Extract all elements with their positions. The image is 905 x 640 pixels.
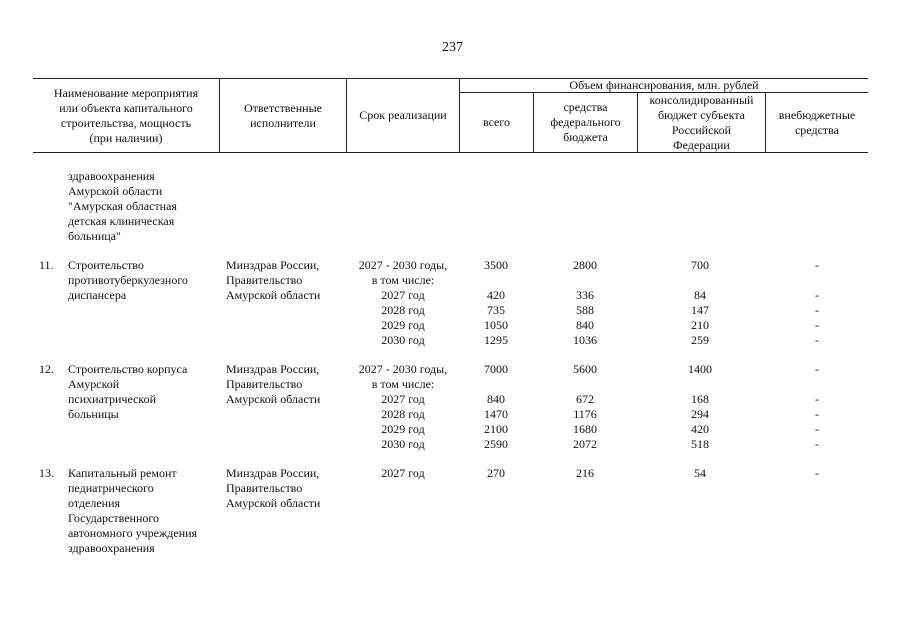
page-number: 237 [442,40,463,55]
header-total: всего [482,115,511,129]
header-period: Срок реализации [359,108,447,122]
row-13-name: Капитальный ремонт педиатрического отделения Государственного автономного учреждения здравоохранения [68,466,198,555]
row-12-total: 7000 840 1470 2100 2590 [484,362,508,451]
row-11-total: 3500 420 735 1050 1295 [484,258,508,347]
header-regional: консолидированный бюджет субъекта Российской Федерации [649,92,754,152]
header-responsible: Ответственные исполнители [244,100,322,130]
row-12-extra: - - - - - [815,362,819,451]
row-13-total: 270 [487,466,505,480]
row-11-period: 2027 - 2030 годы, в том числе: 2027 год 2028 год 2029 год 2030 год [358,258,448,347]
row-11-name: Строительство противотуберкулезного диспансера [68,258,188,302]
row-12-regional: 1400 168 294 420 518 [688,362,712,451]
header-federal: средства федерального бюджета [550,100,621,144]
row-13-extra: - [815,466,819,480]
row-13-regional: 54 [694,466,706,480]
row-12-period: 2027 - 2030 годы, в том числе: 2027 год 2028 год 2029 год 2030 год [358,362,448,451]
row-12-responsible: Минздрав России, Правительство Амурской области [226,362,321,406]
row-13-responsible: Минздрав России, Правительство Амурской области [226,466,321,510]
row-13-federal: 216 [576,466,594,480]
row-11-num: 11. [39,258,54,272]
row-13-period: 2027 год [381,466,425,480]
header-extra: внебюджетные средства [778,107,856,137]
row-13-num: 13. [39,466,54,480]
row-11-responsible: Минздрав России, Правительство Амурской области [226,258,321,302]
row-11-federal: 2800 336 588 840 1036 [573,258,597,347]
row-11-regional: 700 84 147 210 259 [691,258,709,347]
header-financing-group: Объем финансирования, млн. рублей [569,77,759,92]
row-12-federal: 5600 672 1176 1680 2072 [573,362,597,451]
row-12-num: 12. [39,362,54,376]
continuation-name: здравоохранения Амурской области "Амурская областная детская клиническая больница" [68,169,177,243]
row-12-name: Строительство корпуса Амурской психиатрической больницы [68,362,188,421]
row-11-extra: - - - - - [815,258,819,347]
header-name: Наименование мероприятия или объекта капитального строительства, мощность (при наличии) [53,85,199,145]
